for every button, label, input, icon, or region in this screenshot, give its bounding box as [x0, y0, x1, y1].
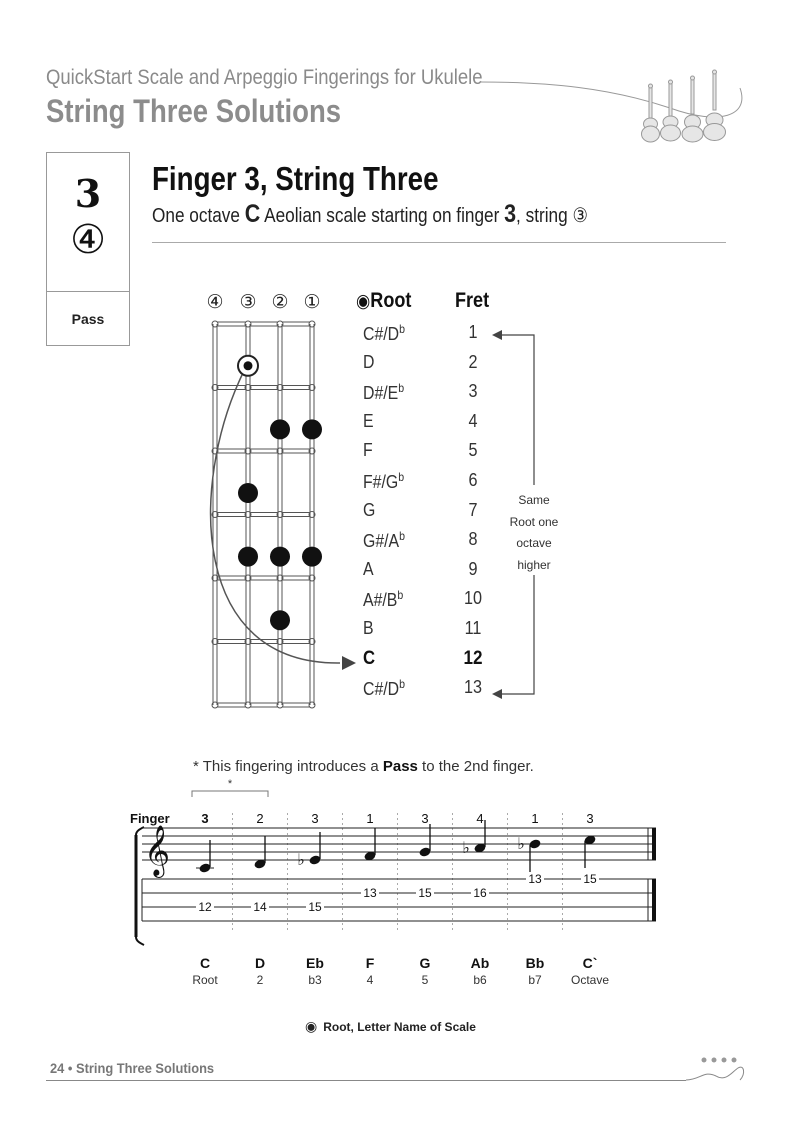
arrow-left-icon: [492, 330, 502, 340]
note-letter: E: [363, 410, 374, 431]
footnote-text: * This fingering introduces a: [193, 758, 383, 775]
scale-degree: 4: [366, 973, 374, 987]
flat-icon: ♭: [462, 838, 470, 857]
note-name: [363, 500, 375, 521]
footnote-bold: Pass: [382, 758, 418, 775]
subtitle-text: , string: [516, 205, 573, 227]
note-name: G: [419, 955, 431, 971]
fret-number: 2: [468, 351, 478, 372]
legend: [305, 1018, 476, 1035]
bracket-line: Same: [518, 493, 550, 507]
note-letter: G#/A: [363, 531, 400, 552]
finger-number: 3: [201, 811, 209, 826]
root-header-label: Root: [370, 289, 412, 312]
note-name: [363, 411, 374, 432]
fret-number: 7: [468, 499, 478, 520]
string-number: ④: [70, 217, 106, 263]
note-name: F: [365, 955, 375, 971]
root-icon: ◉: [305, 1018, 318, 1034]
system-brace: [136, 937, 144, 945]
finger-dot: [238, 547, 258, 567]
note-name: [363, 322, 405, 345]
technique-label: Pass: [71, 311, 105, 327]
subtitle-key: C: [244, 200, 261, 228]
section-title: String Three Solutions: [46, 93, 342, 129]
note-name: [363, 618, 374, 639]
tab-fret: 12: [198, 900, 212, 914]
fret-number: 9: [468, 558, 478, 579]
root-icon: ◉: [356, 291, 371, 312]
string-label: ④: [206, 291, 224, 313]
string-label: ①: [303, 291, 321, 313]
string-label: ③: [239, 291, 257, 313]
arrow-right-icon: [342, 656, 356, 670]
note-name: [363, 470, 404, 493]
note-letter: G: [363, 499, 376, 520]
finger-number: 2: [256, 811, 264, 826]
note-name: [363, 588, 403, 611]
note-letter: F#/G: [363, 472, 399, 492]
scale-degree: 5: [421, 973, 429, 987]
flat-sign: b: [399, 322, 405, 336]
fret-number: 4: [468, 410, 478, 431]
root-dot-center: [244, 361, 253, 370]
note-name: Bb: [525, 955, 545, 971]
bracket-note: [506, 490, 562, 576]
tab-fret: 13: [363, 886, 377, 900]
note-letter: C#/D: [363, 324, 400, 344]
note-name: Eb: [306, 955, 324, 971]
fret-number: 6: [468, 470, 478, 490]
root-header: [356, 289, 411, 313]
subtitle-finger: 3: [504, 200, 517, 228]
footer-rule: [46, 1080, 686, 1081]
note-letter: A: [363, 558, 374, 579]
note-letter: C#/D: [363, 679, 400, 700]
tab-fret: 13: [528, 872, 542, 886]
scale-degree: Octave: [570, 973, 610, 987]
note-name: [363, 440, 373, 461]
flat-sign: b: [399, 529, 405, 544]
arrow-left-icon: [492, 689, 502, 699]
fret-number: 10: [463, 588, 483, 609]
note-letter: B: [363, 618, 374, 638]
fret-number: 12: [463, 647, 483, 669]
finger-dot: [238, 483, 258, 503]
note-name: D: [254, 955, 266, 971]
note-name: [363, 559, 374, 580]
fret-number: 3: [468, 381, 478, 402]
note-name: [363, 677, 405, 700]
note-name: [363, 529, 405, 552]
divider: [152, 242, 726, 243]
note-letter: F: [363, 440, 373, 461]
note-name: [363, 352, 374, 373]
page-footer: 24 • String Three Solutions: [50, 1060, 215, 1076]
page-title: Finger 3, String Three: [152, 160, 439, 197]
finger-dot: [302, 419, 322, 439]
tab-fret: 15: [583, 872, 597, 886]
fret-number: 5: [468, 440, 478, 461]
finger-string-box: [46, 152, 130, 346]
note-name: C`: [582, 955, 598, 971]
flat-sign: b: [399, 677, 405, 692]
finger-dot: [270, 547, 290, 567]
book-subtitle: QuickStart Scale and Arpeggio Fingerings for Ukulele: [46, 66, 483, 89]
bracket-line: Root one: [509, 514, 559, 529]
ukulele-icons: [642, 70, 726, 142]
note-letter: C: [363, 647, 376, 669]
footer-decoration: [680, 1056, 750, 1086]
flat-sign: b: [398, 470, 405, 484]
fret-number: 11: [464, 618, 482, 638]
note-name: C: [199, 955, 211, 971]
tab-fret: 16: [473, 886, 487, 900]
scale-degree: b6: [473, 973, 487, 987]
bracket-line: octave: [516, 536, 552, 550]
finger-dot: [302, 547, 322, 567]
finger-number: 1: [366, 811, 374, 826]
finger-number: 4: [476, 811, 484, 826]
fretboard-diagram: [190, 285, 370, 725]
fret-number: 8: [468, 529, 478, 550]
finger-number: 1: [531, 811, 539, 826]
scale-degree: b3: [308, 973, 322, 987]
finger-string-cell: [47, 153, 129, 292]
footnote-text: to the 2nd finger.: [417, 758, 534, 775]
pass-bracket: [192, 791, 268, 797]
flat-sign: b: [397, 588, 404, 603]
pass-asterisk: *: [227, 778, 233, 790]
finger-label: Finger: [130, 811, 170, 826]
note-letter: A#/B: [363, 590, 398, 611]
note-name: Ab: [470, 955, 490, 971]
footnote: [193, 758, 534, 775]
finger-number: 3: [421, 811, 429, 826]
subtitle-text: Aeolian scale starting on finger: [260, 205, 505, 227]
finger-dot: [270, 610, 290, 630]
flat-icon: ♭: [517, 834, 525, 853]
note-name: [363, 648, 375, 670]
fret-number: 1: [468, 322, 478, 342]
finger-number: 3: [311, 811, 319, 826]
header-decoration: [470, 68, 760, 148]
note-letter: D#/E: [363, 383, 399, 404]
tab-fret: 15: [308, 900, 322, 914]
finger-number: 3: [586, 811, 594, 826]
note-name: [363, 381, 404, 404]
finger-dot: [270, 419, 290, 439]
fret-number: 13: [463, 677, 483, 698]
fret-header: Fret: [455, 289, 490, 312]
notation-tab: [120, 775, 680, 995]
subtitle-text: One octave: [152, 205, 245, 227]
scale-degree: b7: [528, 973, 542, 987]
flat-icon: ♭: [297, 850, 305, 869]
flat-sign: b: [398, 381, 405, 396]
subtitle-string: ③: [572, 205, 588, 227]
tab-fret: 15: [418, 886, 432, 900]
treble-clef-icon: 𝄞: [144, 825, 171, 876]
note-letter: D: [363, 351, 375, 372]
legend-text: Root, Letter Name of Scale: [323, 1020, 476, 1034]
string-label: ②: [271, 291, 289, 313]
scale-degree: 2: [256, 973, 264, 987]
page-subtitle: [152, 200, 588, 229]
scale-degree: Root: [192, 973, 218, 987]
tab-fret: 14: [253, 900, 267, 914]
finger-number: 3: [74, 171, 102, 216]
bracket-line: higher: [517, 557, 551, 572]
